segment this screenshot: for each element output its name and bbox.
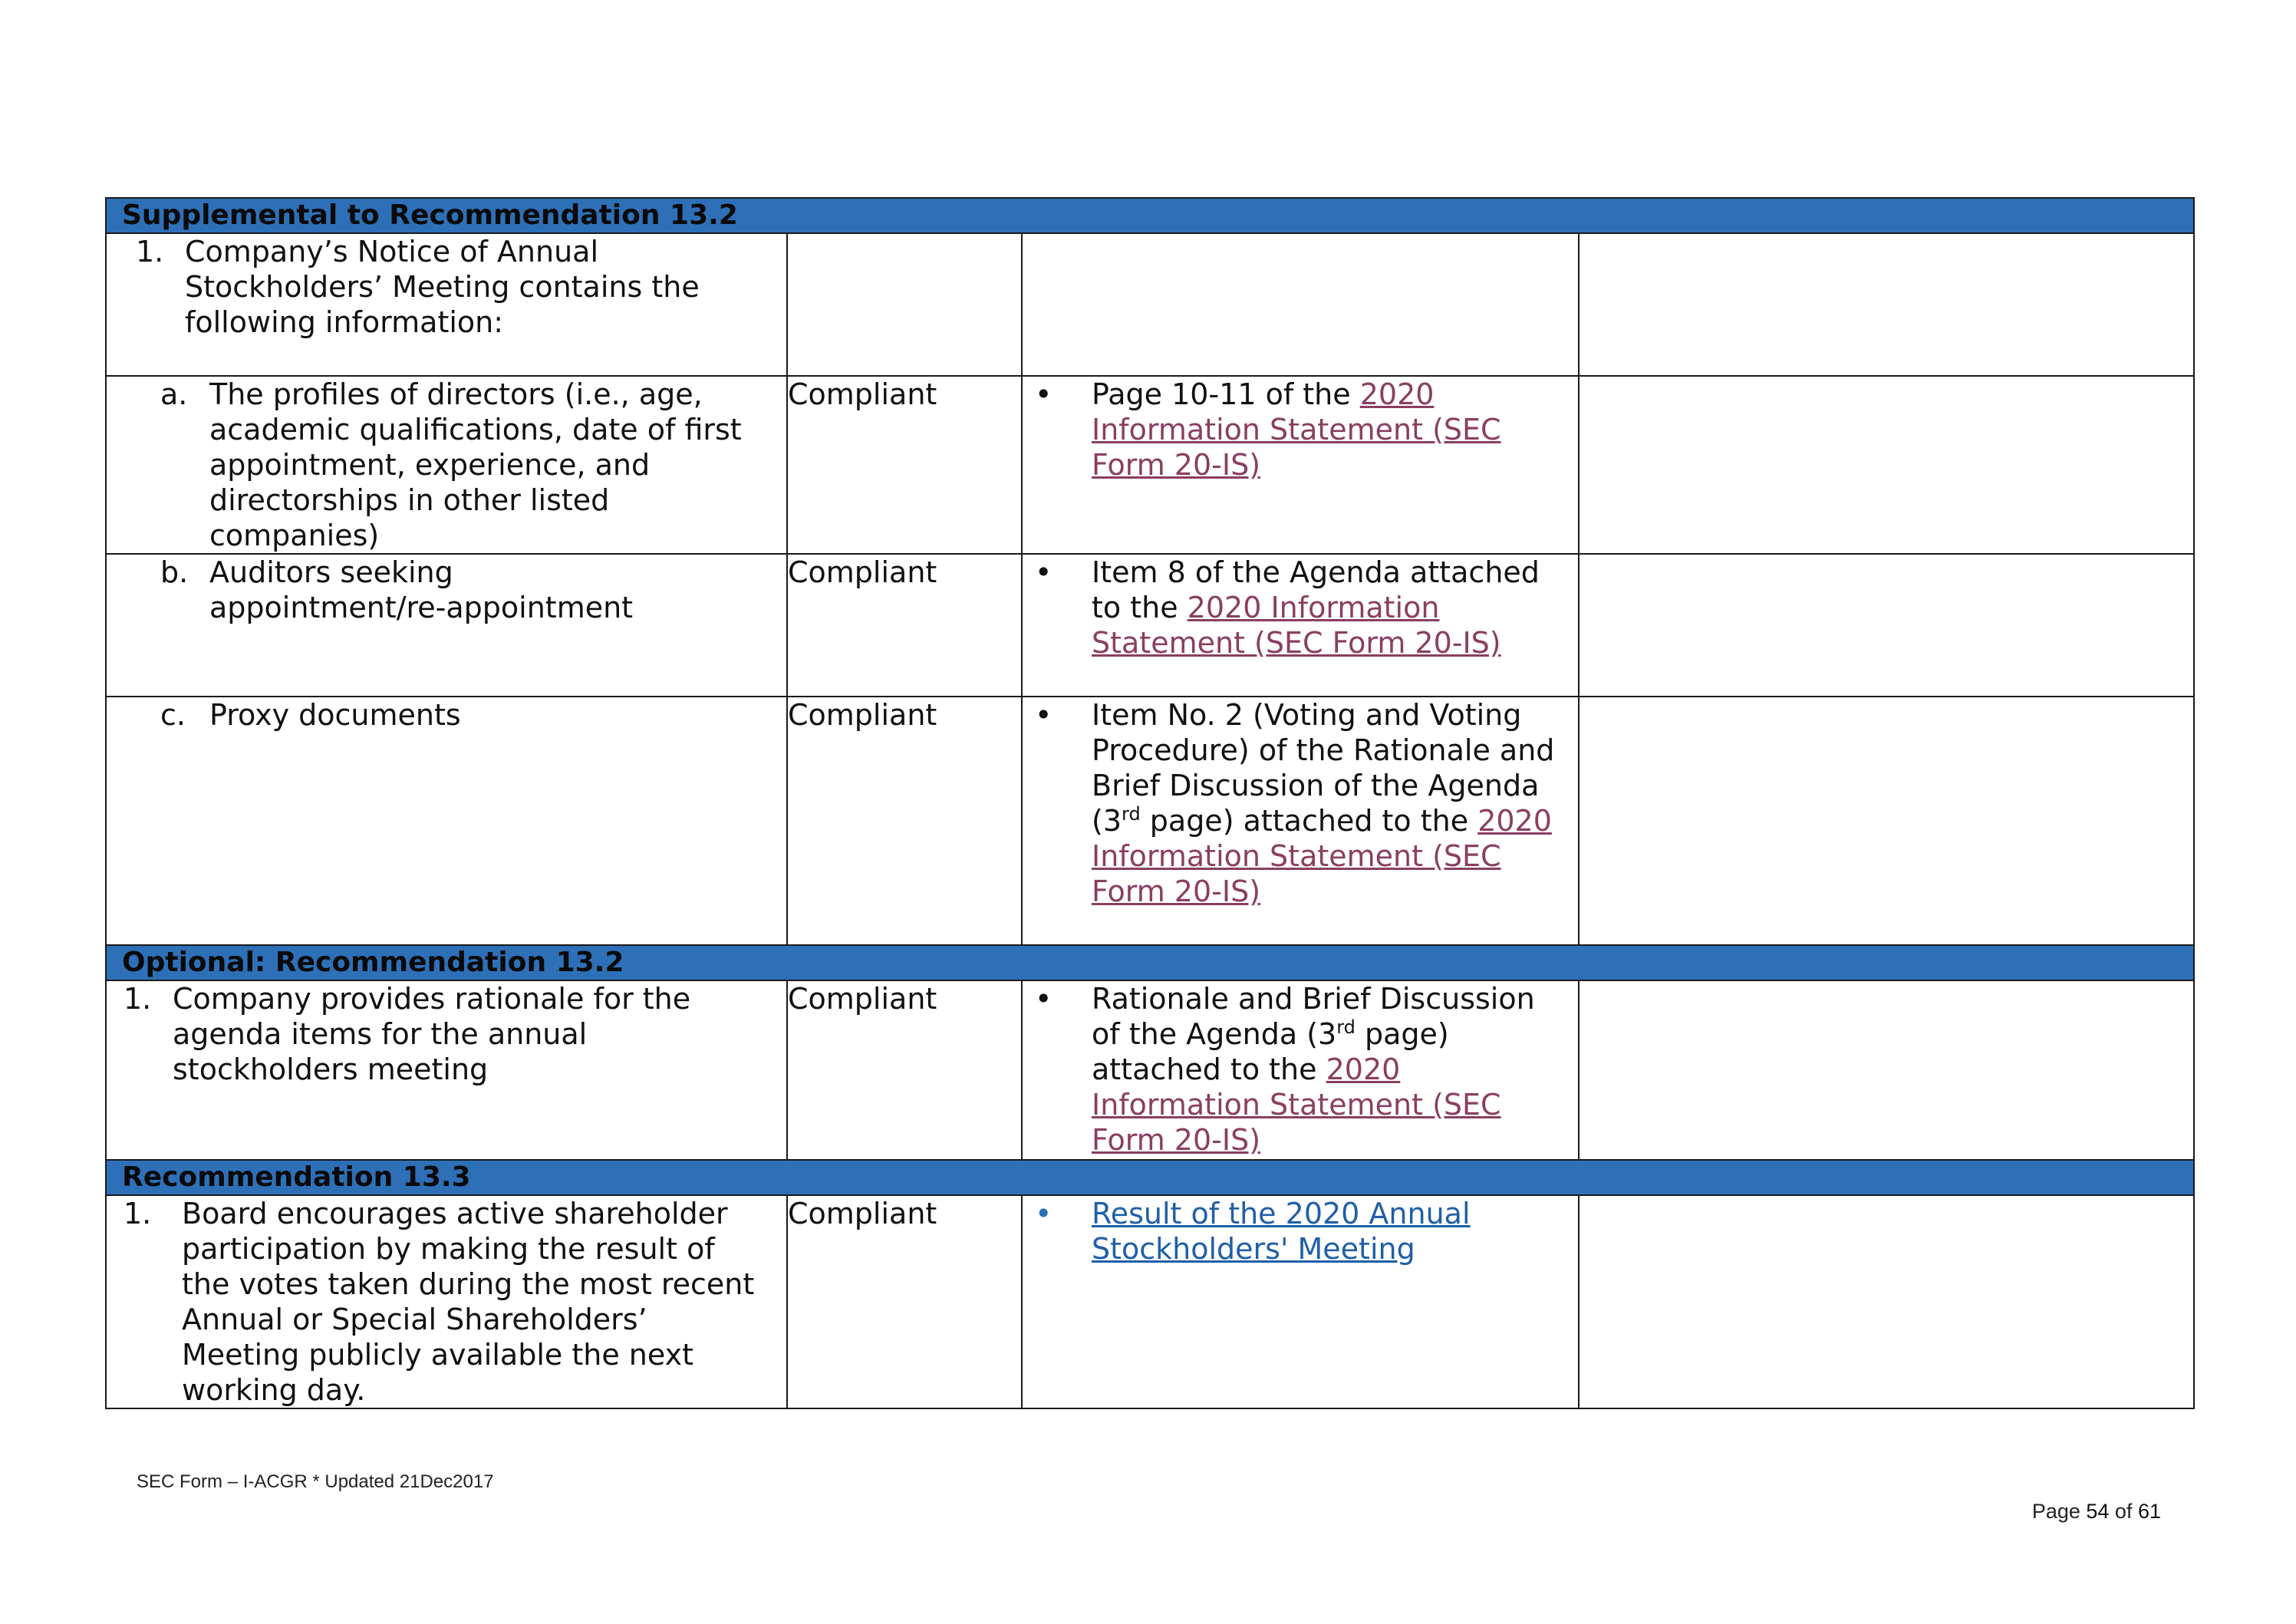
bullet-icon: • (1035, 1197, 1052, 1230)
reference-bullet (1023, 377, 1578, 483)
reference-text: Item No. 2 (Voting and Voting Procedure) of the Rationale and Brief Discussion of the Agenda (3 (1092, 698, 1555, 838)
reference-bullet (1023, 697, 1578, 909)
criteria-text: Board encourages active shareholder participation by making the result of the votes taken during the most recent Annual or Special Shareholders’ Meeting publicly available the next working day. (182, 1197, 755, 1407)
bullet-icon: • (1035, 698, 1052, 732)
table-row (106, 1195, 2194, 1408)
bullet-icon: • (1035, 377, 1052, 411)
bullet-icon: • (1035, 555, 1052, 589)
list-item (107, 981, 786, 1087)
information-statement-link[interactable]: 2020 Information Statement (SEC Form 20-IS) (1092, 804, 1552, 908)
remarks-cell (1579, 554, 2194, 697)
remarks-cell (1579, 1195, 2194, 1408)
criteria-text: Auditors seeking appointment/re-appointment (209, 555, 634, 624)
status-cell (787, 554, 1022, 697)
reference-cell (1022, 1195, 1579, 1408)
reference-text: Page 10-11 of the (1092, 377, 1360, 411)
compliance-status: Compliant (788, 698, 937, 732)
section-title-optional: Optional: Recommendation 13.2 (106, 945, 2194, 980)
reference-bullet (1023, 555, 1578, 660)
information-statement-link[interactable]: 2020 Information Statement (SEC Form 20-IS) (1092, 591, 1501, 660)
current-page: 54 (2086, 1500, 2110, 1523)
page-word: Page (2031, 1500, 2087, 1523)
information-statement-link[interactable]: 2020 Information Statement (SEC Form 20-IS) (1092, 377, 1501, 482)
superscript-rd: rd (1122, 803, 1141, 825)
reference-cell (1022, 376, 1579, 554)
reference-text: page) attached to the (1140, 804, 1478, 838)
criteria-cell (106, 233, 787, 376)
criteria-text: The profiles of directors (i.e., age, academic qualifications, date of first appointment, experience, and directorships in other listed companies) (209, 377, 742, 552)
remarks-cell (1579, 697, 2194, 945)
section-header-row (106, 945, 2194, 980)
list-item (107, 377, 786, 553)
criteria-cell (106, 554, 787, 697)
table-row (106, 697, 2194, 945)
reference-text: page) attached to the (1092, 1017, 1449, 1086)
compliance-table (105, 197, 2195, 1409)
bullet-icon: • (1035, 982, 1052, 1016)
table-row (106, 980, 2194, 1160)
section-header-row (106, 1160, 2194, 1195)
item-letter: c. (160, 698, 186, 732)
compliance-status: Compliant (788, 1197, 937, 1230)
remarks-cell (1579, 980, 2194, 1160)
of-word: of (2109, 1500, 2138, 1523)
criteria-cell (106, 1195, 787, 1408)
criteria-cell (106, 376, 787, 554)
section-title-supplemental: Supplemental to Recommendation 13.2 (106, 198, 2194, 233)
status-cell (787, 697, 1022, 945)
table-row (106, 554, 2194, 697)
section-header-row (106, 198, 2194, 233)
criteria-cell (106, 697, 787, 945)
compliance-status: Compliant (788, 982, 937, 1016)
remarks-cell (1579, 233, 2194, 376)
reference-cell (1022, 554, 1579, 697)
status-cell (787, 1195, 1022, 1408)
item-number: 1. (136, 235, 164, 268)
criteria-text: Proxy documents (209, 698, 461, 732)
status-cell (787, 980, 1022, 1160)
list-item (107, 234, 786, 340)
page-number (2032, 1500, 2161, 1524)
status-cell (787, 233, 1022, 376)
reference-bullet (1023, 981, 1578, 1158)
total-pages: 61 (2137, 1500, 2161, 1523)
status-cell (787, 376, 1022, 554)
criteria-text: Company’s Notice of Annual Stockholders’ Meeting contains the following information: (185, 235, 700, 339)
compliance-status: Compliant (788, 555, 937, 589)
meeting-result-link[interactable]: Result of the 2020 Annual Stockholders' Meeting (1092, 1197, 1471, 1266)
compliance-status: Compliant (788, 377, 937, 411)
criteria-text: Company provides rationale for the agenda items for the annual stockholders meeting (173, 982, 691, 1086)
section-title-recommendation-13-3: Recommendation 13.3 (106, 1160, 2194, 1195)
reference-text: Item 8 of the Agenda attached to the (1092, 555, 1540, 624)
item-number: 1. (124, 982, 152, 1016)
criteria-cell (106, 980, 787, 1160)
reference-cell (1022, 980, 1579, 1160)
information-statement-link[interactable]: 2020 Information Statement (SEC Form 20-IS) (1092, 1052, 1501, 1157)
remarks-cell (1579, 376, 2194, 554)
item-letter: b. (160, 555, 189, 589)
table-row (106, 233, 2194, 376)
item-letter: a. (160, 377, 188, 411)
reference-bullet (1023, 1196, 1578, 1267)
table-row (106, 376, 2194, 554)
reference-cell (1022, 697, 1579, 945)
reference-cell (1022, 233, 1579, 376)
list-item (107, 555, 786, 625)
reference-text: Rationale and Brief Discussion of the Agenda (3 (1092, 982, 1535, 1051)
superscript-rd: rd (1336, 1016, 1356, 1038)
list-item (107, 1196, 786, 1408)
item-number: 1. (124, 1197, 152, 1230)
footer-form-label: SEC Form – I-ACGR * Updated 21Dec2017 (137, 1471, 494, 1492)
list-item (107, 697, 786, 733)
